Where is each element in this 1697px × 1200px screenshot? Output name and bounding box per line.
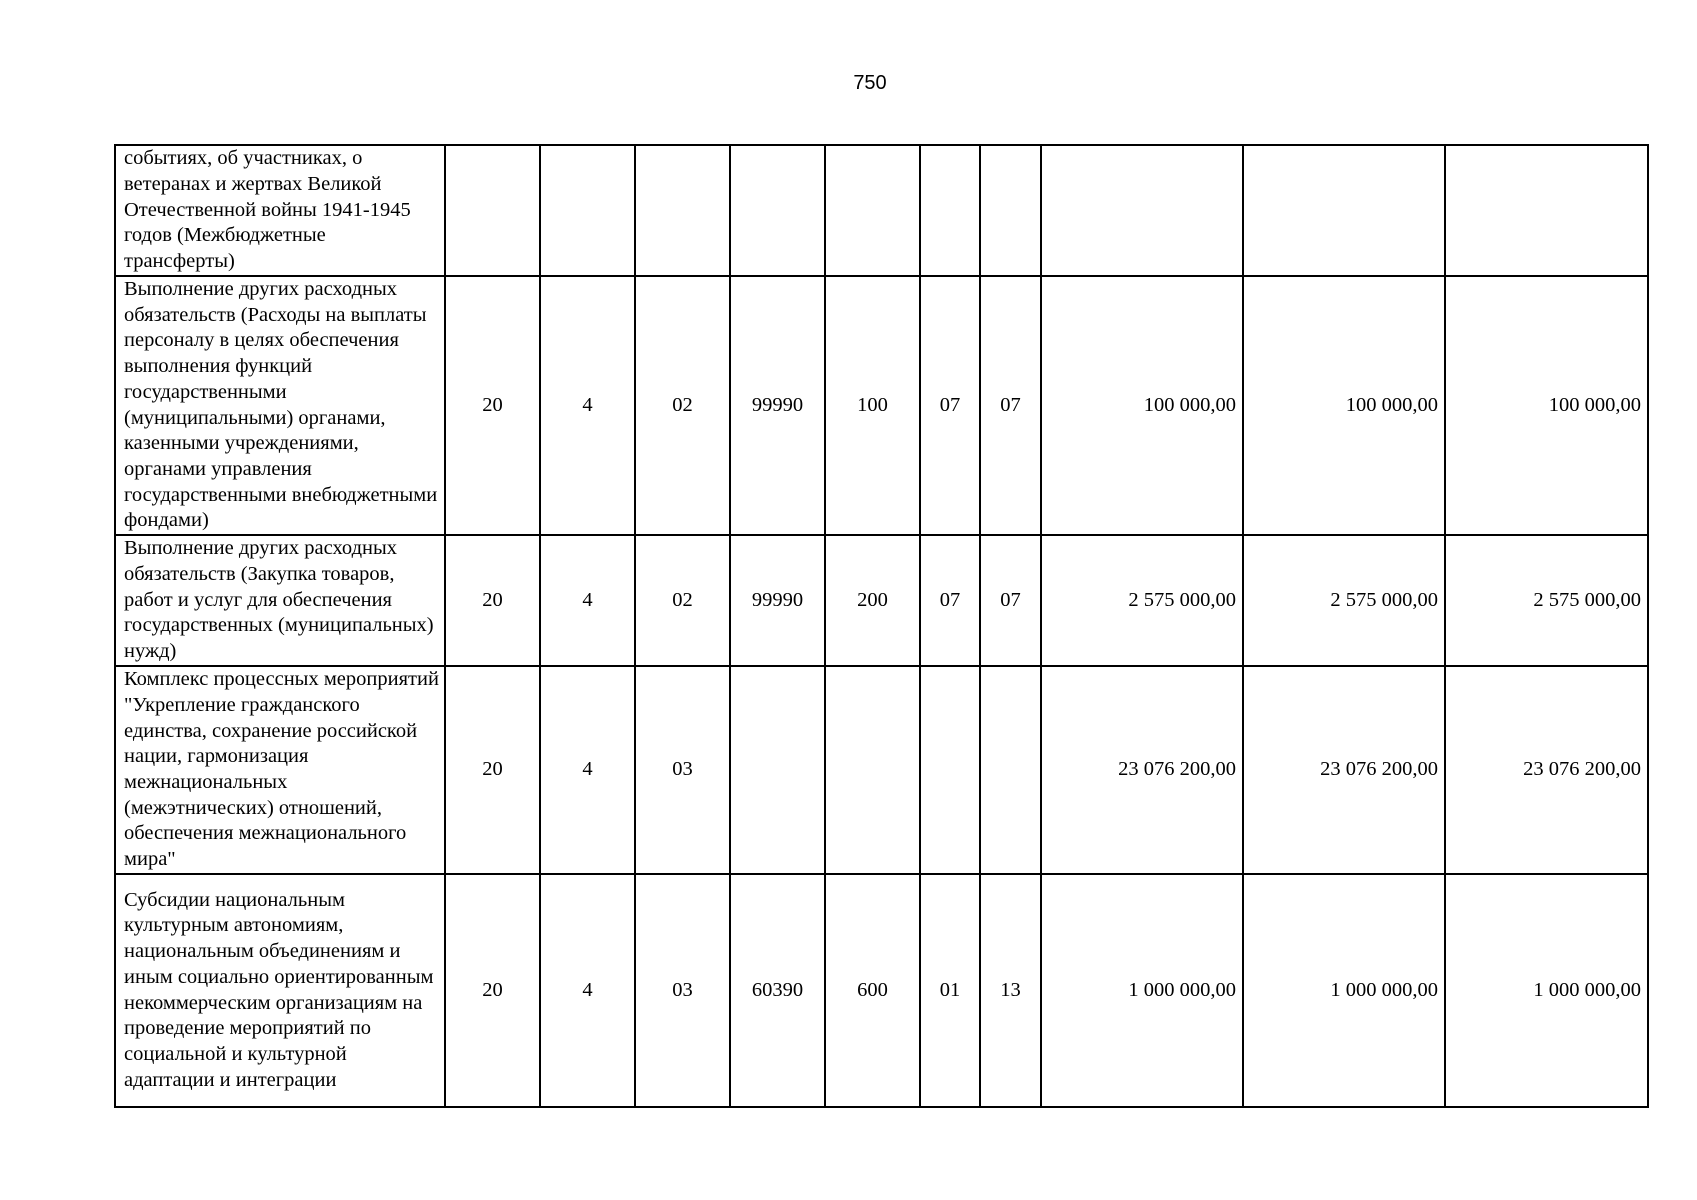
page-number: 750 [853,72,887,94]
amount-cell: 23 076 200,00 [1243,666,1445,874]
table-row [115,874,1648,1107]
code-cell: 60390 [730,874,825,1107]
code-cell [980,666,1041,874]
row-description: Комплекс процессных мероприятий "Укрепление гражданского единства, сохранение российской нации, гармонизация межнациональных (межэтнических) отношений, обеспечения межнационального мира" [115,666,445,874]
code-cell: 01 [920,874,980,1107]
row-description: Выполнение других расходных обязательств (Закупка товаров, работ и услуг для обеспечения государственных (муниципальных) нужд) [115,535,445,666]
row-description: Субсидии национальным культурным автономиям, национальным объединениям и иным социально ориентированным некоммерческим организациям на проведение мероприятий по социальной и культурной адаптации и интеграции [115,874,445,1107]
code-cell: 02 [635,535,730,666]
code-cell [445,145,540,276]
code-cell: 20 [445,535,540,666]
code-cell: 07 [920,535,980,666]
code-cell [730,666,825,874]
code-cell: 200 [825,535,920,666]
code-cell: 07 [980,535,1041,666]
amount-cell: 2 575 000,00 [1243,535,1445,666]
code-cell [920,145,980,276]
amount-cell: 23 076 200,00 [1041,666,1243,874]
code-cell: 600 [825,874,920,1107]
code-cell [825,145,920,276]
code-cell: 20 [445,276,540,535]
row-description: событиях, об участниках, о ветеранах и жертвах Великой Отечественной войны 1941-1945 годов (Межбюджетные трансферты) [115,145,445,276]
code-cell: 4 [540,276,635,535]
code-cell: 03 [635,874,730,1107]
row-description: Выполнение других расходных обязательств (Расходы на выплаты персоналу в целях обеспечения выполнения функций государственными (муниципальными) органами, казенными учреждениями, органами управления государственными внебюджетными фондами) [115,276,445,535]
code-cell: 02 [635,276,730,535]
amount-cell [1243,145,1445,276]
code-cell: 03 [635,666,730,874]
code-cell [635,145,730,276]
code-cell: 99990 [730,535,825,666]
amount-cell: 2 575 000,00 [1041,535,1243,666]
code-cell [980,145,1041,276]
code-cell: 13 [980,874,1041,1107]
code-cell [825,666,920,874]
code-cell: 20 [445,874,540,1107]
amount-cell: 100 000,00 [1243,276,1445,535]
amount-cell: 2 575 000,00 [1445,535,1648,666]
table-row [115,276,1648,535]
table-row [115,145,1648,276]
code-cell: 07 [980,276,1041,535]
amount-cell: 1 000 000,00 [1445,874,1648,1107]
table-row [115,535,1648,666]
code-cell [730,145,825,276]
code-cell [540,145,635,276]
amount-cell: 1 000 000,00 [1243,874,1445,1107]
amount-cell: 1 000 000,00 [1041,874,1243,1107]
code-cell [920,666,980,874]
amount-cell [1041,145,1243,276]
code-cell: 07 [920,276,980,535]
amount-cell [1445,145,1648,276]
budget-table [114,144,1649,1108]
amount-cell: 100 000,00 [1445,276,1648,535]
code-cell: 4 [540,874,635,1107]
code-cell: 4 [540,535,635,666]
amount-cell: 23 076 200,00 [1445,666,1648,874]
code-cell: 99990 [730,276,825,535]
code-cell: 100 [825,276,920,535]
amount-cell: 100 000,00 [1041,276,1243,535]
table-row [115,666,1648,874]
code-cell: 4 [540,666,635,874]
code-cell: 20 [445,666,540,874]
